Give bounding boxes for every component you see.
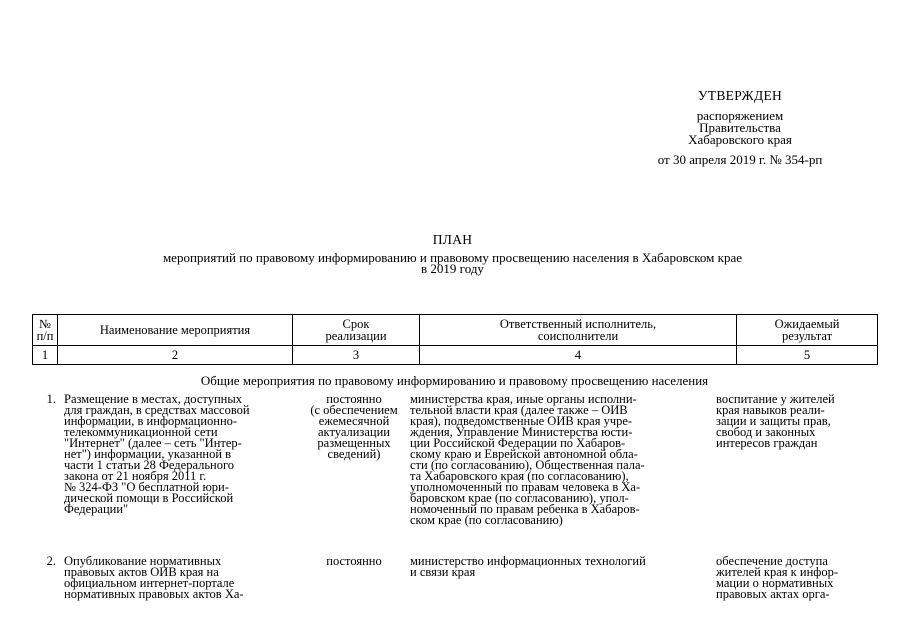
approval-date: от 30 апреля 2019 г. № 354-рп <box>657 152 823 167</box>
activity-executor-line: уполномоченный по правам человека в Ха- <box>410 480 641 494</box>
activity-executor-line: и связи края <box>410 565 476 579</box>
activity-name-line: для граждан, в средствах массовой <box>64 403 250 417</box>
activity-result-line: жителей края к инфор- <box>716 565 839 579</box>
activity-name-line: закона от 21 ноября 2011 г. <box>64 469 207 483</box>
header-name: Наименование мероприятия <box>58 315 293 346</box>
column-numbers-row <box>33 346 878 365</box>
activity-executor-line: баровском крае (по согласованию), упол- <box>410 491 629 505</box>
activity-term-line: актуализации <box>318 425 390 439</box>
activity-term <box>296 556 412 567</box>
activity-name-line: № 324-ФЗ "О бесплатной юри- <box>64 480 229 494</box>
activity-executor-line: тельной власти края (далее также – ОИВ <box>410 403 628 417</box>
activity-name-line: телекоммуникационной сети <box>64 425 218 439</box>
activity-term-line: постоянно <box>326 392 382 406</box>
activity-result <box>716 394 876 449</box>
activity-result-line: правовых актах орга- <box>716 587 830 601</box>
header-result-line-2: результат <box>781 329 833 343</box>
activity-executor-line: ждения, Управление Министерства юсти- <box>410 425 633 439</box>
activity-term-line: (с обеспечением <box>310 403 398 417</box>
activity-executor-line: сти (по согласованию), Общественная пала- <box>410 458 645 472</box>
activity-name-line: части 1 статьи 28 Федерального <box>64 458 235 472</box>
plan-subtitle-line-2: в 2019 году <box>421 261 484 276</box>
activity-executor-line: министерства края, иные органы исполни- <box>410 392 637 406</box>
activity-executor-line: та Хабаровского края (по согласованию), <box>410 469 629 483</box>
header-result-line-1: Ожидаемый <box>774 317 840 331</box>
activity-result-line: интересов граждан <box>716 436 818 450</box>
header-term-line-2: реализации <box>325 329 387 343</box>
header-result <box>737 315 878 346</box>
activity-result-line: мации о нормативных <box>716 576 834 590</box>
activity-executor-line: министерство информационных технологий <box>410 554 646 568</box>
activity-name <box>64 394 286 515</box>
activity-result-line: края навыков реали- <box>716 403 825 417</box>
activity-result-line: обеспечение доступа <box>716 554 828 568</box>
header-row <box>33 315 878 346</box>
header-num <box>33 315 58 346</box>
activity-executor-line: ции Российской Федерации по Хабаров- <box>410 436 626 450</box>
column-number-2: 2 <box>58 346 293 365</box>
approval-line-1: распоряжением <box>696 108 784 123</box>
header-executor-line-2: соисполнители <box>537 329 619 343</box>
activity-name-line: Опубликование нормативных <box>64 554 222 568</box>
activity-term-line: сведений) <box>327 447 381 461</box>
activity-result-line: зации и защиты прав, <box>716 414 831 428</box>
approval-line-2: Правительства <box>699 120 781 135</box>
header-executor <box>420 315 737 346</box>
activity-name-line: нормативных правовых актов Ха- <box>64 587 244 601</box>
activity-result <box>716 556 876 600</box>
plan-subtitle <box>100 252 805 274</box>
activity-executor-line: края), подведомственные ОИВ края учре- <box>410 414 633 428</box>
column-number-4: 4 <box>420 346 737 365</box>
activity-executor-line: ском крае (по согласованию) <box>410 513 563 527</box>
header-executor-line-1: Ответственный исполнитель, <box>499 317 657 331</box>
activity-executor <box>410 394 710 526</box>
approval-block <box>640 90 840 166</box>
plan-table-header <box>32 314 878 365</box>
approval-title: УТВЕРЖДЕН <box>697 88 783 103</box>
activity-name-line: "Интернет" (далее – сеть "Интер- <box>64 436 242 450</box>
column-number-1: 1 <box>33 346 58 365</box>
section-heading: Общие мероприятия по правовому информированию и правовому просвещению населения <box>200 373 709 388</box>
plan-subtitle-line-1: мероприятий по правовому информированию и правовому просвещению населения в Хабаровском крае <box>162 250 743 265</box>
activity-name-line: Размещение в местах, доступных <box>64 392 242 406</box>
plan-title: ПЛАН <box>432 232 473 247</box>
row-number: 1. <box>46 392 56 406</box>
activity-term-line: ежемесячной <box>318 414 390 428</box>
header-term <box>293 315 420 346</box>
activity-executor <box>410 556 710 578</box>
activity-term-line: постоянно <box>326 554 382 568</box>
activity-name-line: Федерации" <box>64 502 129 516</box>
activity-term <box>296 394 412 460</box>
column-number-5: 5 <box>737 346 878 365</box>
activity-name-line: информации, в информационно- <box>64 414 238 428</box>
header-term-line-1: Срок <box>342 317 370 331</box>
activity-executor-line: номоченный по правам ребенка в Хабаров- <box>410 502 640 516</box>
activity-result-line: воспитание у жителей <box>716 392 835 406</box>
activity-name-line: нет") информации, указанной в <box>64 447 232 461</box>
activity-name-line: официальном интернет-портале <box>64 576 235 590</box>
activity-executor-line: скому краю и Еврейской автономной обла- <box>410 447 638 461</box>
approval-line-3: Хабаровского края <box>688 132 792 147</box>
header-num-line-2: п/п <box>36 329 54 343</box>
column-number-3: 3 <box>293 346 420 365</box>
activity-name-line: правовых актов ОИВ края на <box>64 565 219 579</box>
activity-result-line: свобод и законных <box>716 425 816 439</box>
row-number: 2. <box>46 554 56 568</box>
activity-name <box>64 556 286 600</box>
activity-term-line: размещенных <box>317 436 391 450</box>
activity-name-line: дической помощи в Российской <box>64 491 234 505</box>
header-num-line-1: № <box>39 317 51 331</box>
